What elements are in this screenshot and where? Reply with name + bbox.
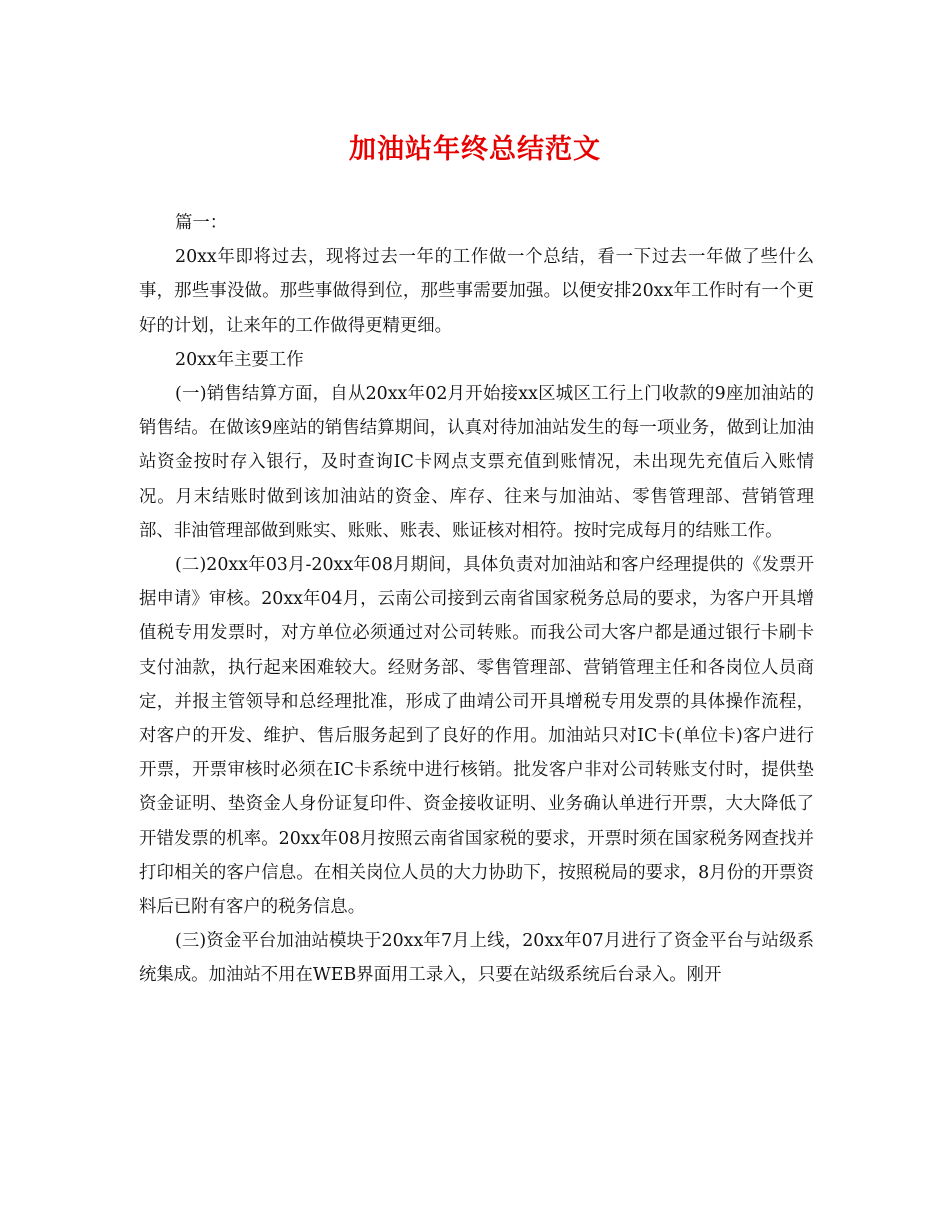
document-title: 加油站年终总结范文 bbox=[349, 134, 601, 165]
document-body bbox=[139, 206, 814, 993]
paragraph-fund-platform: (三)资金平台加油站模块于20xx年7月上线，20xx年07月进行了资金平台与站级系统集成。加油站不用在WEB界面用工录入，只要在站级系统后台录入。刚开 bbox=[139, 931, 814, 986]
paragraph-invoice-review: (二)20xx年03月-20xx年08月期间，具体负责对加油站和客户经理提供的《发票开据申请》审核。20xx年04月，云南公司接到云南省国家税务总局的要求，为客户开具增值税专用发票时，对方单位必须通过对公司转账。而我公司大客户都是通过银行卡刷卡支付油款，执行起来困难较大。经财务部、零售管理部、营销管理主任和各岗位人员商定，并报主管领导和总经理批准，形成了曲靖公司开具增税专用发票的具体操作流程，对客户的开发、维护、售后服务起到了良好的作用。加油站只对IC卡(单位卡)客户进行开票，开票审核时必须在IC卡系统中进行核销。批发客户非对公司转账支付时，提供垫资金证明、垫资金人身份证复印件、资金接收证明、业务确认单进行开票，大大降低了开错发票的机率。20xx年08月按照云南省国家税的要求，开票时须在国家税务网查找并打印相关的客户信息。在相关岗位人员的大力协助下，按照税局的要求，8月份的开票资料后已附有客户的税务信息。 bbox=[139, 555, 814, 918]
main-work-heading: 20xx年主要工作 bbox=[175, 349, 304, 370]
section-heading-part-one: 篇一： bbox=[175, 213, 228, 233]
intro-paragraph: 20xx年即将过去，现将过去一年的工作做一个总结，看一下过去一年做了些什么事，那些事没做。那些事做得到位，那些事需要加强。以便安排20xx年工作时有一个更好的计划，让来年的工作做得更精更细。 bbox=[139, 247, 814, 336]
paragraph-sales-settlement: (一)销售结算方面，自从20xx年02月开始接xx区城区工行上门收款的9座加油站的销售结。在做该9座站的销售结算期间，认真对待加油站发生的每一项业务，做到让加油站资金按时存入银行，及时查询IC卡网点支票充值到账情况，未出现先充值后入账情况。月末结账时做到该加油站的资金、库存、往来与加油站、零售管理部、营销管理部、非油管理部做到账实、账账、账表、账证核对相符。按时完成每月的结账工作。 bbox=[139, 384, 814, 541]
